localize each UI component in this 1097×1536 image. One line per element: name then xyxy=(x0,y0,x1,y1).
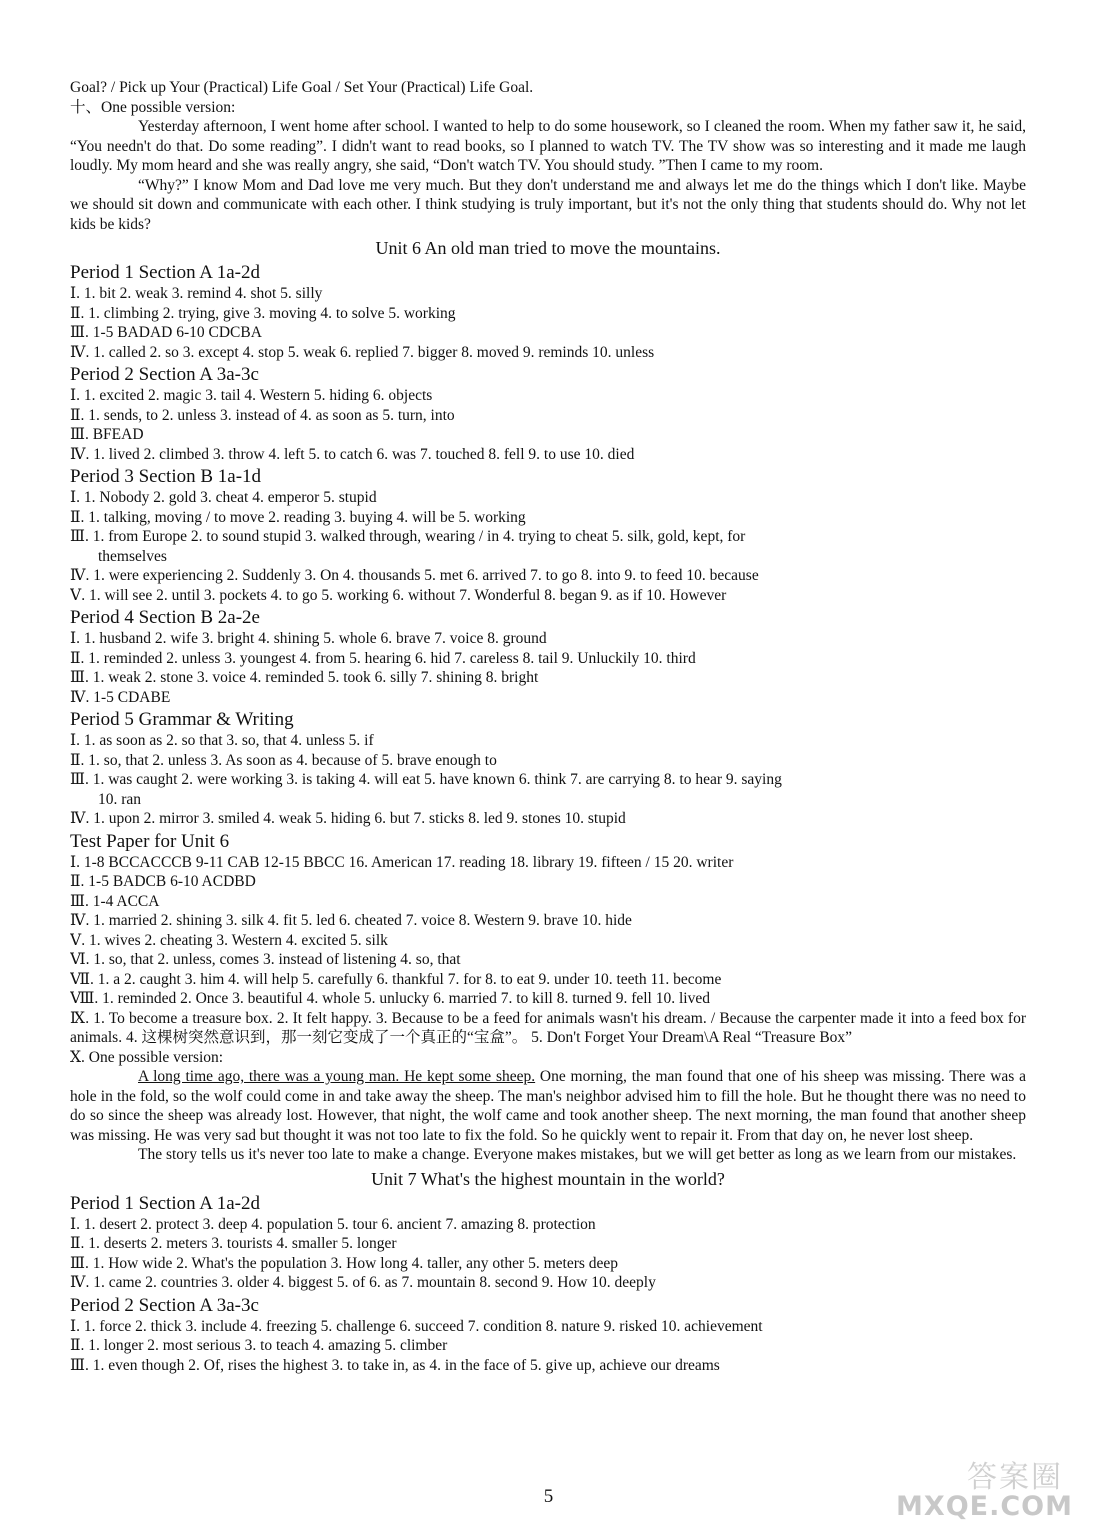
goal-line: Goal? / Pick up Your (Practical) Life Goal / Set Your (Practical) Life Goal. xyxy=(70,79,534,96)
answer-line: Ⅰ. 1. Nobody 2. gold 3. cheat 4. emperor 5. stupid xyxy=(70,489,377,506)
period-heading: Period 4 Section B 2a-2e xyxy=(70,607,260,628)
answer-line: Ⅳ. 1-5 CDABE xyxy=(70,688,171,706)
answer-line: Ⅳ. 1. lived 2. climbed 3. throw 4. left 5. to catch 6. was 7. touched 8. fell 9. to use 10. died xyxy=(70,445,635,463)
answer-line: Ⅲ. 1. was caught 2. were working 3. is taking 4. will eat 5. have known 6. think 7. are carrying 8. to hear 9. saying xyxy=(70,771,782,788)
answer-line: Ⅱ. 1-5 BADCB 6-10 ACDBD xyxy=(70,873,256,890)
answer-line: Ⅰ. 1. excited 2. magic 3. tail 4. Western 5. hiding 6. objects xyxy=(70,387,433,404)
answer-line: Ⅱ. 1. so, that 2. unless 3. As soon as 4. because of 5. brave enough to xyxy=(70,751,497,769)
page-number: 5 xyxy=(543,1486,554,1507)
answer-line: themselves xyxy=(98,547,167,565)
answer-line: 10. ran xyxy=(98,790,142,808)
answer-line: Ⅲ. 1. weak 2. stone 3. voice 4. reminded 5. took 6. silly 7. shining 8. bright xyxy=(70,669,539,686)
answer-line: Ⅳ. 1. came 2. countries 3. older 4. biggest 5. of 6. as 7. mountain 8. second 9. How 10. deeply xyxy=(70,1274,656,1291)
period-heading: Period 3 Section B 1a-1d xyxy=(70,466,262,487)
watermark xyxy=(896,1452,1081,1524)
answer-line: Ⅴ. 1. wives 2. cheating 3. Western 4. excited 5. silk xyxy=(70,931,388,949)
answer-line: Ⅶ. 1. a 2. caught 3. him 4. will help 5. carefully 6. thankful 7. for 8. to eat 9. under 10. teeth 11. become xyxy=(70,970,722,988)
answer-line: Ⅲ. 1-5 BADAD 6-10 CDCBA xyxy=(70,324,262,341)
answer-line: Ⅳ. 1. upon 2. mirror 3. smiled 4. weak 5. hiding 6. but 7. sticks 8. led 9. stones 10. stupid xyxy=(70,810,626,827)
essay-paragraph: The story tells us it's never too late to make a change. Everyone makes mistakes, but we will get better as long as we learn from our mistakes. xyxy=(138,1146,1017,1163)
period-heading: Period 5 Grammar & Writing xyxy=(70,709,294,730)
answer-line: Ⅴ. 1. will see 2. until 3. pockets 4. to go 5. working 6. without 7. Wonderful 8. began 9. as if 10. However xyxy=(70,586,727,604)
answer-line: Ⅰ. 1. force 2. thick 3. include 4. freezing 5. challenge 6. succeed 7. condition 8. nature 9. risked 10. achievement xyxy=(70,1317,763,1335)
essay-text: One morning, the man found that one of his sheep was missing. There was a hole in the fold, so the wolf could come in and take away the sheep. The man's neighbor advised him to fill the hole. But he thought there was no need to do so since the sheep was already lost. However, that night, the wolf came and took another sheep. The next morning, the man found that another sheep was missing. He was very sad but thought it was not too late to fix the fold. So he quickly went to repair it. From that day on, he never lost sheep. xyxy=(70,1068,1026,1144)
answer-line: Ⅳ. 1. were experiencing 2. Suddenly 3. On 4. thousands 5. met 6. arrived 7. to go 8. into 9. to feed 10. because xyxy=(70,567,759,584)
period-heading: Period 2 Section A 3a-3c xyxy=(70,1294,259,1316)
answer-line: Ⅰ. 1. desert 2. protect 3. deep 4. population 5. tour 6. ancient 7. amazing 8. protection xyxy=(70,1215,596,1233)
answer-line: Ⅰ. 1. bit 2. weak 3. remind 4. shot 5. silly xyxy=(70,285,323,302)
unit-title: Unit 6 An old man tried to move the mountains. xyxy=(375,238,721,258)
watermark-site: MXQE.COM xyxy=(896,1491,1073,1522)
unit-title: Unit 7 What's the highest mountain in the world? xyxy=(371,1168,725,1189)
answer-line: Ⅲ. 1-4 ACCA xyxy=(70,892,160,910)
period-heading: Period 1 Section A 1a-2d xyxy=(70,262,260,283)
answer-line: Ⅱ. 1. sends, to 2. unless 3. instead of 4. as soon as 5. turn, into xyxy=(70,406,455,424)
answer-line: Ⅳ. 1. called 2. so 3. except 4. stop 5. weak 6. replied 7. bigger 8. moved 9. reminds 10. unless xyxy=(70,343,655,361)
answer-line: Ⅱ. 1. longer 2. most serious 3. to teach 4. amazing 5. climber xyxy=(70,1337,448,1354)
period-heading: Test Paper for Unit 6 xyxy=(70,830,230,852)
version-label: Ⅹ. One possible version: xyxy=(70,1048,224,1066)
underlined-opening: A long time ago, there was a young man. He kept some sheep. xyxy=(138,1068,536,1085)
period-heading: Period 1 Section A 1a-2d xyxy=(70,1192,260,1214)
answer-paragraph: Ⅸ. 1. To become a treasure box. 2. It felt happy. 3. Because to be a feed for animals wasn't his dream. / Because the carpenter made it into a feed box for animals. 4. 这棵树突然意识到，那一刻它变成了一个真正的“宝盒”。 5. Don't Forget Your Dream\A Real “Treasure Box” xyxy=(70,1009,1026,1046)
answer-line: Ⅱ. 1. reminded 2. unless 3. youngest 4. from 5. hearing 6. hid 7. careless 8. tail 9. Unluckily 10. third xyxy=(70,649,696,667)
essay-paragraph xyxy=(70,1067,1026,1145)
answer-line: Ⅷ. 1. reminded 2. Once 3. beautiful 4. whole 5. unlucky 6. married 7. to kill 8. turned 9. fell 10. lived xyxy=(70,990,710,1007)
answer-line: Ⅱ. 1. deserts 2. meters 3. tourists 4. smaller 5. longer xyxy=(70,1235,397,1252)
answer-line: Ⅵ. 1. so, that 2. unless, comes 3. instead of listening 4. so, that xyxy=(70,951,461,968)
answer-line: Ⅲ. 1. from Europe 2. to sound stupid 3. walked through, wearing / in 4. trying to cheat 5. silk, gold, kept, for xyxy=(70,528,746,545)
answer-line: Ⅲ. BFEAD xyxy=(70,426,144,443)
watermark-logo-text: 答案圈 xyxy=(967,1460,1063,1495)
answer-line: Ⅱ. 1. climbing 2. trying, give 3. moving 4. to solve 5. working xyxy=(70,304,456,322)
answer-line: Ⅱ. 1. talking, moving / to move 2. reading 3. buying 4. will be 5. working xyxy=(70,508,526,526)
answer-line: Ⅲ. 1. How wide 2. What's the population 3. How long 4. taller, any other 5. meters deep xyxy=(70,1254,619,1272)
answer-line: Ⅰ. 1. as soon as 2. so that 3. so, that 4. unless 5. if xyxy=(70,732,374,749)
answer-line: Ⅲ. 1. even though 2. Of, rises the highest 3. to take in, as 4. in the face of 5. give up, achieve our dreams xyxy=(70,1356,720,1374)
version-label: 十、One possible version: xyxy=(70,98,236,116)
period-heading: Period 2 Section A 3a-3c xyxy=(70,364,259,385)
answer-line: Ⅳ. 1. married 2. shining 3. silk 4. fit 5. led 6. cheated 7. voice 8. Western 9. brave 10. hide xyxy=(70,912,632,929)
essay-paragraph: “Why?” I know Mom and Dad love me very much. But they don't understand me and always let me do the things which I don't like. Maybe we should sit down and communicate with each other. I think studying is truly important, but it's not the only thing that students should do. Why not let kids be kids? xyxy=(70,176,1026,233)
essay-paragraph: Yesterday afternoon, I went home after school. I wanted to help to do some housework, so I cleaned the room. When my father saw it, he said, “You needn't do that. Do some reading”. I didn't want to read books, so I planned to watch TV. The TV show was so interesting and it made me laugh loudly. My mom heard and she was really angry, she said, “Don't watch TV. You should study. ”Then I came to my room. xyxy=(70,118,1026,174)
answer-page xyxy=(70,78,1026,1375)
answer-line: Ⅰ. 1-8 BCCACCCB 9-11 CAB 12-15 BBCC 16. American 17. reading 18. library 19. fifteen / 15 20. writer xyxy=(70,853,734,871)
answer-line: Ⅰ. 1. husband 2. wife 3. bright 4. shining 5. whole 6. brave 7. voice 8. ground xyxy=(70,630,547,647)
